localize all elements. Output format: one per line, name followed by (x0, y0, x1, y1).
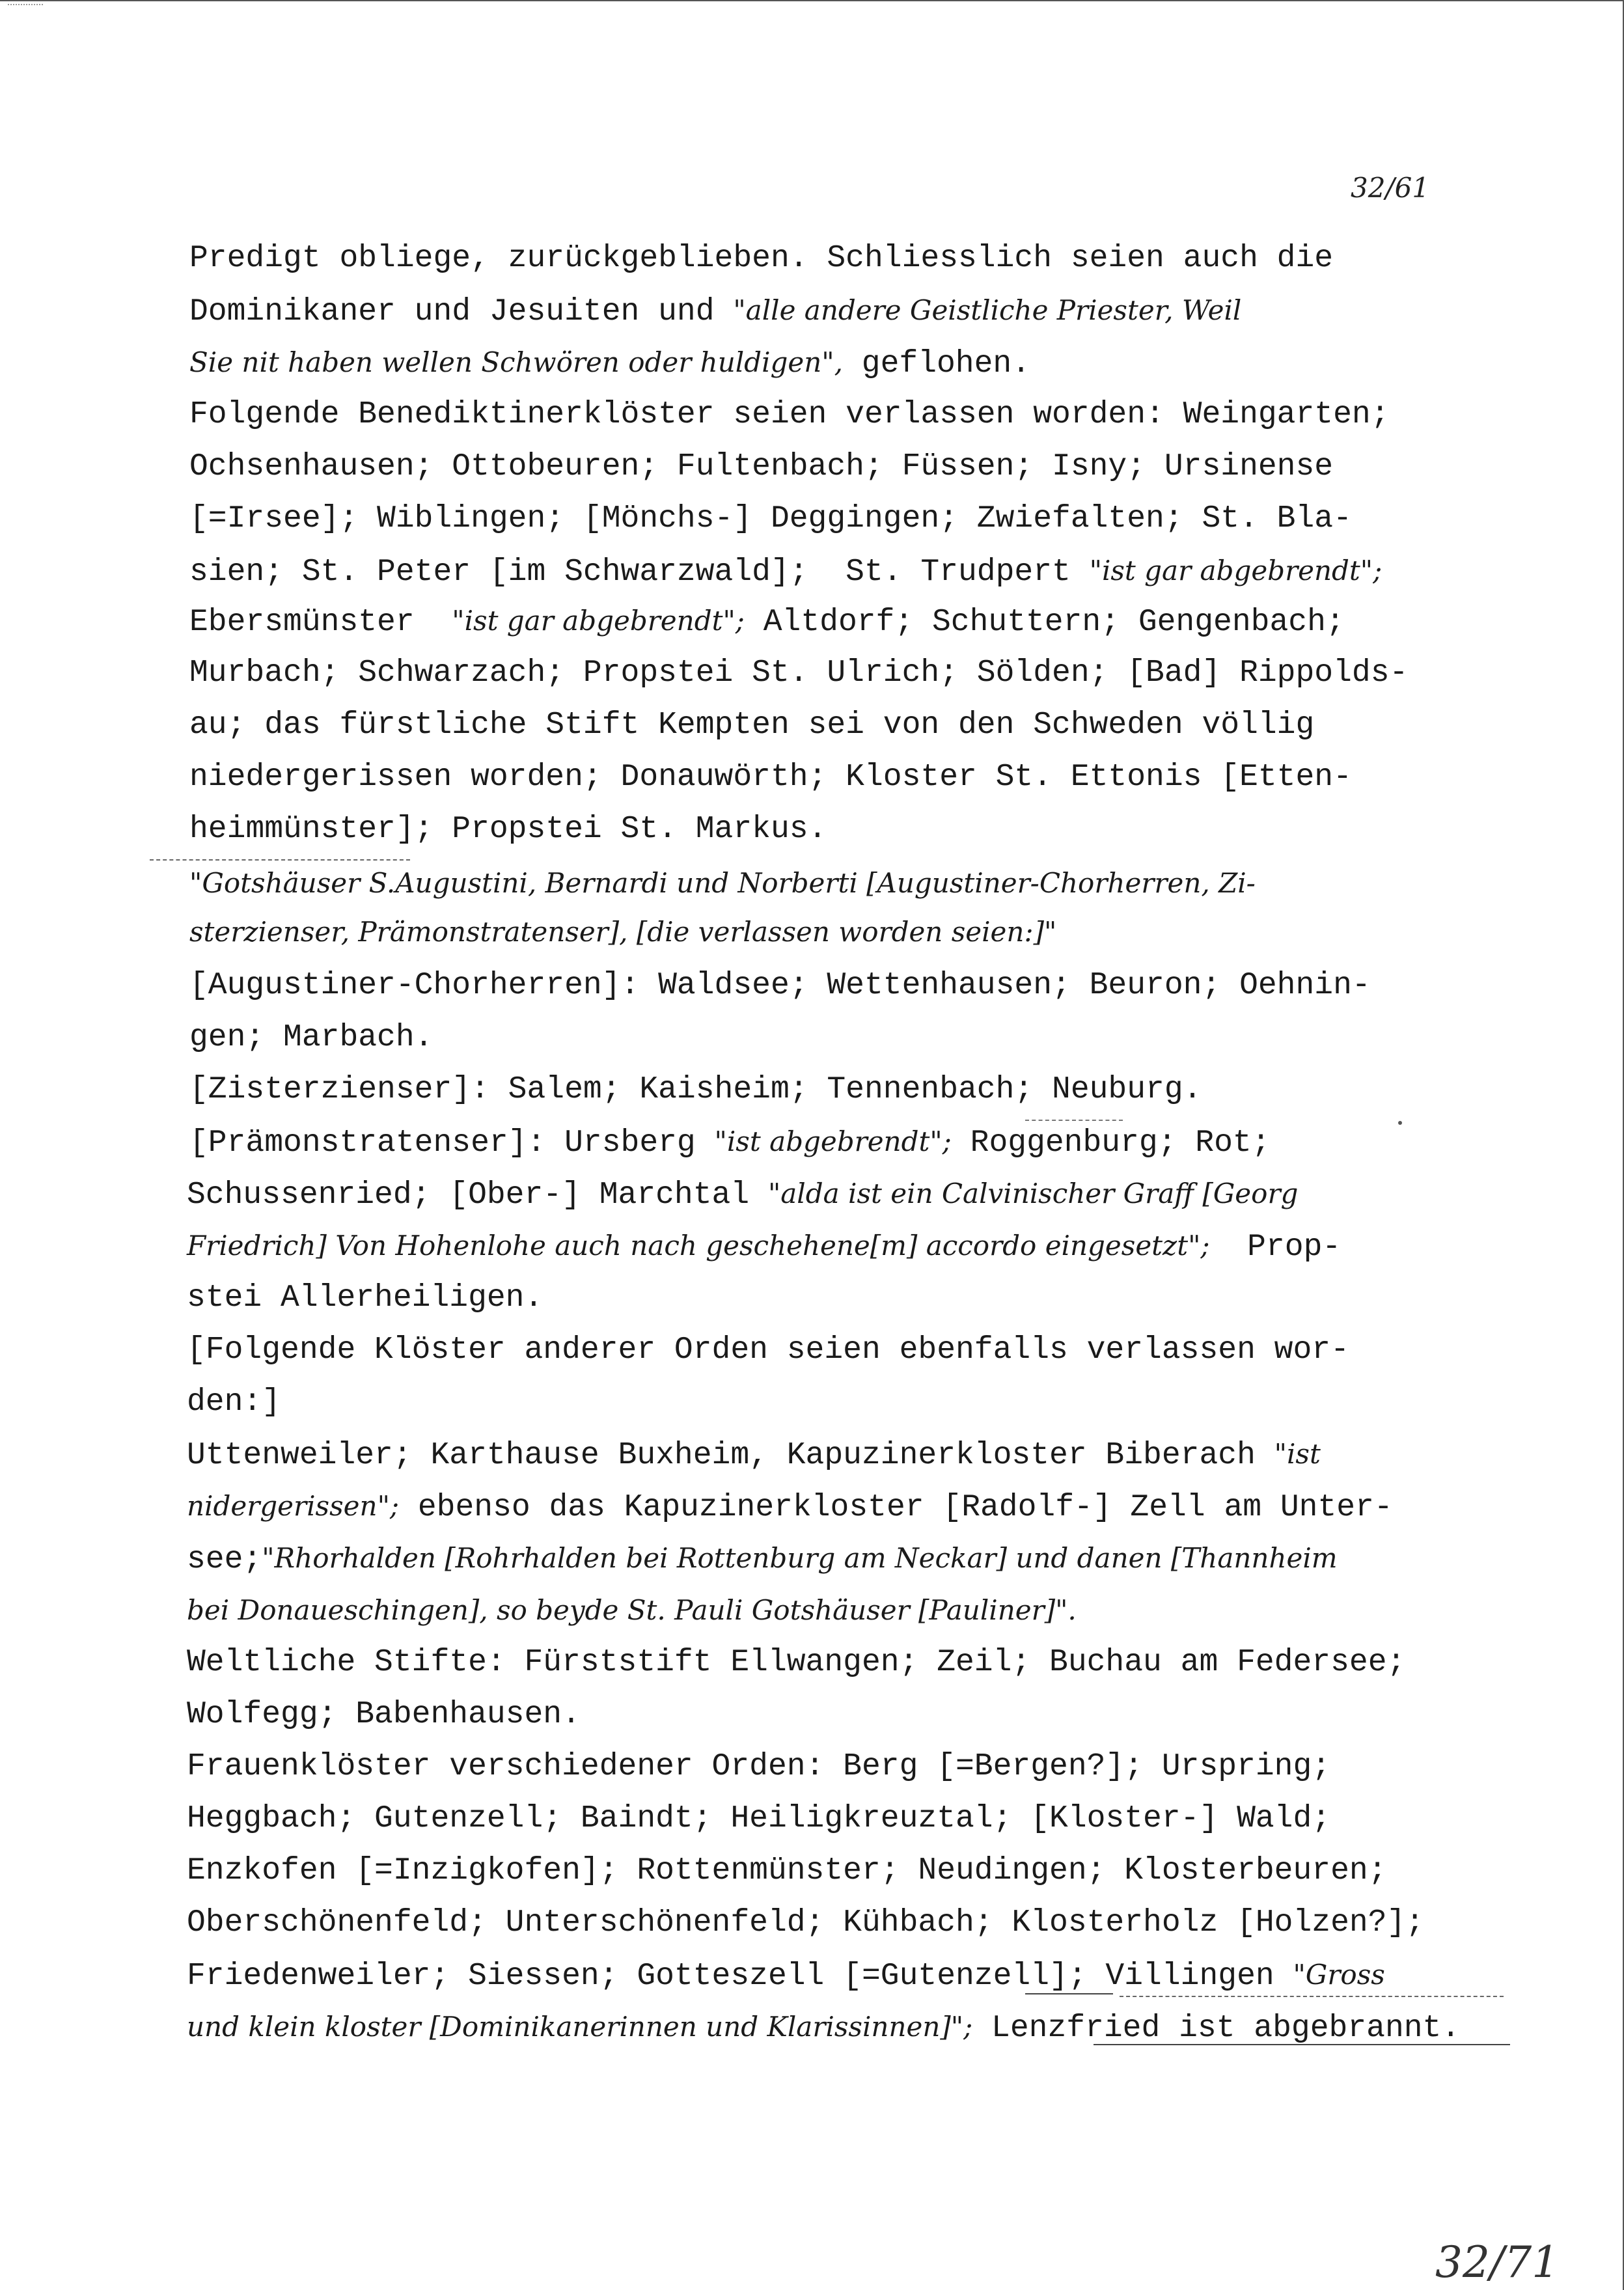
text-line: Ebersmünster "ist gar abgebrendt"; Altdorf; Schuttern; Gengenbach; (189, 605, 1345, 640)
section-divider (150, 859, 410, 861)
text-line: Dominikaner und Jesuiten und "alle andere Geistliche Priester, Weil (189, 294, 1242, 329)
text-line: Uttenweiler; Karthause Buxheim, Kapuzinerkloster Biberach "ist (187, 1438, 1321, 1473)
text-line: Enzkofen [=Inzigkofen]; Rottenmünster; Neudingen; Klosterbeuren; (187, 1853, 1387, 1888)
text-line: [Prämonstratenser]: Ursberg "ist abgebrendt"; Roggenburg; Rot; (189, 1125, 1271, 1161)
text-line: [=Irsee]; Wiblingen; [Mönchs-] Deggingen; Zwiefalten; St. Bla- (189, 501, 1352, 536)
text-line: au; das fürstliche Stift Kempten sei von den Schweden völlig (189, 708, 1315, 743)
quote-text: "ist gar abgebrendt"; (452, 605, 745, 637)
quote-text: nidergerissen"; (187, 1490, 400, 1522)
text-line: Folgende Benediktinerklöster seien verlassen worden: Weingarten; (189, 397, 1390, 432)
text-line: stei Allerheiligen. (187, 1280, 544, 1316)
text-line: see;"Rhorhalden [Rohrhalden bei Rottenburg am Neckar] und danen [Thannheim (187, 1542, 1338, 1577)
text-line: Ochsenhausen; Ottobeuren; Fultenbach; Füssen; Isny; Ursinense (189, 449, 1334, 484)
text-line: heimmünster]; Propstei St. Markus. (189, 812, 827, 847)
text-line: Friedrich] Von Hohenlohe auch nach geschehene[m] accordo eingesetzt"; Prop- (187, 1230, 1342, 1265)
text-line: den:] (187, 1385, 281, 1420)
quote-text: "Gotshäuser S.Augustini, Bernardi und Norberti [Augustiner-Chorherren, Zi- (189, 867, 1256, 899)
quote-text: "alle andere Geistliche Priester, Weil (733, 294, 1242, 326)
page-number: 32/61 (1351, 172, 1430, 204)
text-line: und klein kloster [Dominikanerinnen und Klarissinnen]"; Lenzfried ist abgebrannt. (187, 2011, 1461, 2046)
text-line: Wolfegg; Babenhausen. (187, 1697, 581, 1732)
text-line: Sie nit haben wellen Schwören oder huldigen", geflohen. (189, 346, 1031, 381)
text-line: Heggbach; Gutenzell; Baindt; Heiligkreuztal; [Kloster-] Wald; (187, 1801, 1331, 1836)
text-line: Weltliche Stifte: Fürststift Ellwangen; Zeil; Buchau am Federsee; (187, 1645, 1406, 1680)
text-line: [Zisterzienser]: Salem; Kaisheim; Tennenbach; Neuburg. (189, 1072, 1202, 1107)
text-line: Friedenweiler; Siessen; Gotteszell [=Gutenzell]; Villingen "Gross (187, 1959, 1385, 1994)
text-line: Frauenklöster verschiedener Orden: Berg [=Bergen?]; Urspring; (187, 1749, 1331, 1784)
text-line (187, 1591, 1077, 1630)
handwritten-underline (1094, 2044, 1510, 2045)
text-line: [Folgende Klöster anderer Orden seien ebenfalls verlassen wor- (187, 1332, 1349, 1368)
corner-mark (8, 4, 43, 18)
text-line: [Augustiner-Chorherren]: Waldsee; Wettenhausen; Beuron; Oehnin- (189, 968, 1371, 1003)
quote-text: "ist abgebrendt"; (714, 1125, 952, 1157)
quote-text: und klein kloster [Dominikanerinnen und Klarissinnen]"; (187, 2011, 973, 2043)
text-line: nidergerissen"; ebenso das Kapuzinerkloster [Radolf-] Zell am Unter- (187, 1490, 1393, 1525)
text-line (189, 864, 1256, 903)
quote-text: Sie nit haben wellen Schwören oder huldigen", (189, 346, 843, 378)
quote-text: Friedrich] Von Hohenlohe auch nach geschehene[m] accordo eingesetzt"; (187, 1230, 1210, 1262)
ink-dot (1398, 1121, 1402, 1125)
text-line: Schussenried; [Ober-] Marchtal "alda ist ein Calvinischer Graff [Georg (187, 1178, 1299, 1213)
quote-text: "alda ist ein Calvinischer Graff [Georg (767, 1178, 1299, 1209)
quote-text: "ist gar abgebrendt"; (1089, 555, 1383, 586)
quote-text: "Gross (1293, 1959, 1385, 1991)
text-line: Murbach; Schwarzach; Propstei St. Ulrich; Sölden; [Bad] Rippolds- (189, 655, 1409, 691)
text-line (189, 913, 1056, 952)
quote-text: bei Donaueschingen], so beyde St. Pauli Gotshäuser [Pauliner]". (187, 1594, 1077, 1626)
text-line: gen; Marbach. (189, 1020, 434, 1055)
handwritten-underline (1025, 1993, 1113, 1994)
quote-text: "ist (1274, 1438, 1321, 1470)
quote-text: "Rhorhalden [Rohrhalden bei Rottenburg am Neckar] und danen [Thannheim (262, 1542, 1338, 1574)
handwritten-underline (1120, 1996, 1504, 1997)
quote-text: sterzienser, Prämonstratenser], [die verlassen worden seien:]" (189, 916, 1057, 948)
text-line: niedergerissen worden; Donauwörth; Kloster St. Ettonis [Etten- (189, 760, 1352, 795)
text-line: Predigt obliege, zurückgeblieben. Schliesslich seien auch die (189, 241, 1334, 276)
text-line: Oberschönenfeld; Unterschönenfeld; Kühbach; Klosterholz [Holzen?]; (187, 1905, 1425, 1940)
handwritten-overline (1025, 1120, 1123, 1121)
text-line: sien; St. Peter [im Schwarzwald]; St. Trudpert "ist gar abgebrendt"; (189, 555, 1383, 590)
handwritten-page-number: 32/71 (1435, 2237, 1560, 2287)
